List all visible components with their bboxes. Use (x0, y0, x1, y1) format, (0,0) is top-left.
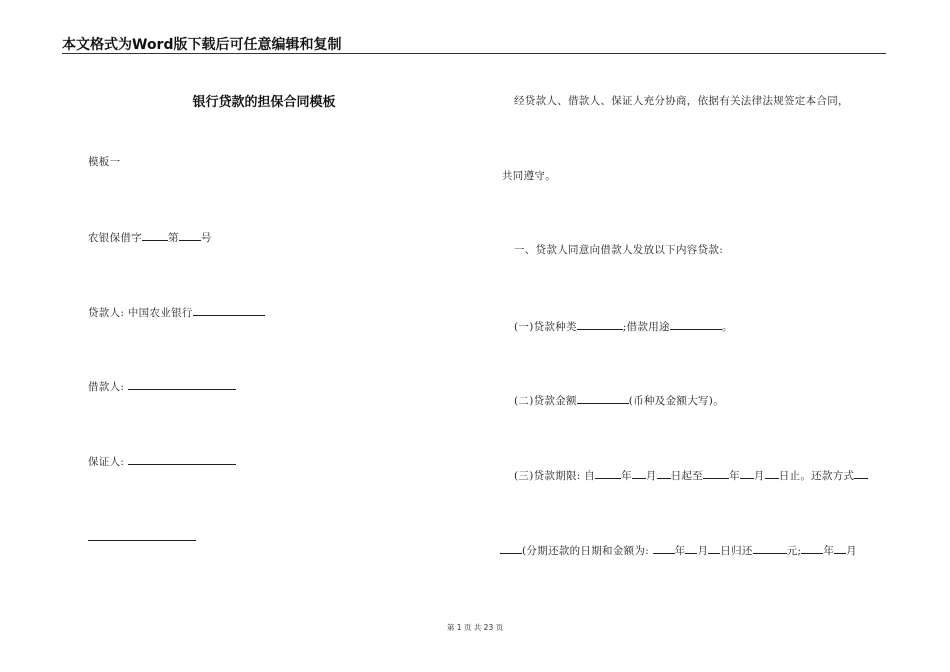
installment-line (500, 542, 857, 558)
contract-number-mid: 第 (168, 232, 179, 244)
year-label: 年 (823, 545, 835, 557)
loan-type-end: 。 (721, 321, 733, 333)
lender-label: 贷款人: 中国农业银行 (88, 307, 193, 319)
month-label: 月 (753, 470, 765, 482)
loan-amount-label: (二)贷款金额 (514, 395, 577, 407)
month-label: 月 (697, 545, 709, 557)
contract-number-suffix: 号 (200, 232, 212, 244)
end-year-blank[interactable] (703, 467, 729, 479)
installment-month-blank-2[interactable] (834, 542, 846, 554)
year-label: 年 (621, 470, 632, 482)
loan-term-label: (三)贷款期限: 自 (514, 470, 596, 482)
repay-label: 日归还 (720, 545, 753, 557)
intro-line-2: 共同遵守。 (502, 170, 556, 182)
installment-amount-blank[interactable] (753, 542, 787, 554)
document-title: 银行贷款的担保合同模板 (192, 95, 336, 110)
loan-type-line (514, 318, 733, 334)
start-month-blank[interactable] (632, 467, 646, 479)
guarantor-line (88, 453, 236, 469)
intro-line-1: 经贷款人、借款人、保证人充分协商，依据有关法律法规签定本合同， (514, 95, 849, 107)
page-header: 本文格式为Word版下载后可任意编辑和复制 (62, 37, 342, 53)
header-rule (62, 53, 886, 54)
clause-1: 一、贷款人同意向借款人发放以下内容贷款: (514, 244, 724, 256)
installment-day-blank[interactable] (708, 542, 720, 554)
start-day-blank[interactable] (657, 467, 671, 479)
guarantor-blank[interactable] (128, 453, 236, 465)
installment-year-blank[interactable] (653, 542, 675, 554)
start-year-blank[interactable] (595, 467, 621, 479)
contract-number-blank-1[interactable] (142, 229, 168, 241)
borrower-blank[interactable] (128, 378, 236, 390)
from-to-label: 日起至 (670, 470, 704, 482)
loan-purpose-label: ;借款用途 (622, 321, 670, 333)
loan-amount-line (514, 392, 724, 408)
borrower-line (88, 378, 236, 394)
loan-term-line (514, 467, 868, 483)
month-label: 月 (846, 545, 857, 557)
contract-number-line (88, 229, 212, 245)
borrower-label: 借款人: (88, 381, 125, 393)
installment-label: (分期还款的日期和金额为: (522, 545, 653, 557)
contract-number-blank-2[interactable] (179, 229, 201, 241)
installment-month-blank[interactable] (685, 542, 697, 554)
repayment-method-blank[interactable] (854, 467, 868, 479)
year-label: 年 (729, 470, 740, 482)
repayment-method-label: 日止。还款方式 (778, 470, 855, 482)
contract-number-prefix: 农银保借字 (88, 232, 142, 244)
month-label: 月 (645, 470, 657, 482)
repayment-method-blank-cont[interactable] (500, 542, 522, 554)
page-footer: 第 1 页 共 23 页 (446, 623, 504, 632)
loan-purpose-blank[interactable] (670, 318, 722, 330)
loan-amount-blank[interactable] (577, 392, 629, 404)
loan-type-label: (一)贷款种类 (514, 321, 577, 333)
guarantor-label: 保证人: (88, 456, 125, 468)
end-day-blank[interactable] (765, 467, 779, 479)
installment-year-blank-2[interactable] (801, 542, 823, 554)
loan-amount-note: (币种及金额大写)。 (628, 395, 724, 407)
yuan-label: 元; (786, 545, 802, 557)
lender-blank[interactable] (193, 304, 265, 316)
year-label: 年 (674, 545, 686, 557)
signature-blank[interactable] (88, 540, 196, 541)
template-label: 模板一 (88, 156, 121, 168)
lender-line (88, 304, 265, 320)
end-month-blank[interactable] (740, 467, 754, 479)
loan-type-blank[interactable] (577, 318, 623, 330)
